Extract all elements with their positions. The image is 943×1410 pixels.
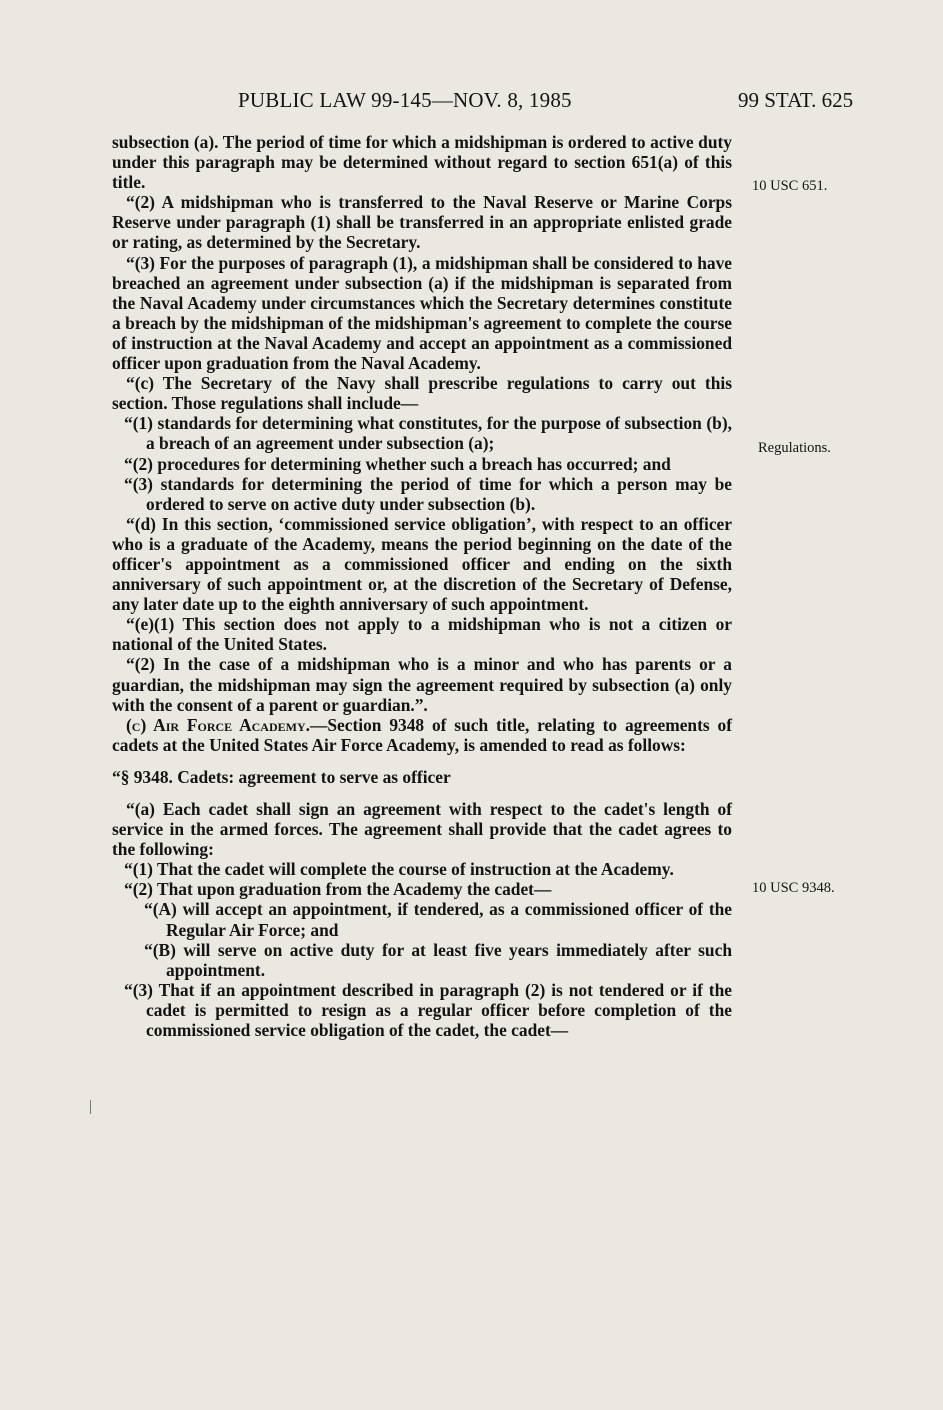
list-item: “(2) procedures for determining whether such a breach has occurred; and — [124, 453, 671, 474]
paragraph: “(3) For the purposes of paragraph (1), a midshipman shall be considered to have breached an agreement under subsection (a) if the midshipman is separated from the Naval Academy under circumstances which the Secretary determines constitute a breach by the midshipman of the midshipman's agreement to complete the course of instruction at the Naval Academy and accept an appointment as a commissioned officer upon graduation from the Naval Academy. — [112, 252, 732, 374]
margin-note-regulations: Regulations. — [758, 440, 831, 456]
body-text — [112, 132, 732, 1040]
statute-page-reference: 99 STAT. 625 — [738, 88, 854, 112]
paragraph: subsection (a). The period of time for which a midshipman is ordered to active duty under this paragraph may be determined without regard to section 651(a) of this title. — [112, 132, 732, 193]
sub-list-item: “(A) will accept an appointment, if tendered, as a commissioned officer of the Regular Air Force; and — [144, 899, 732, 940]
subsection-text: —Section 9348 of such title, relating to agreements of cadets at the United States Air Force Academy, is amended to read as follows: — [112, 714, 732, 755]
list-item: “(1) That the cadet will complete the course of instruction at the Academy. — [124, 859, 674, 880]
section-heading: “§ 9348. Cadets: agreement to serve as officer — [112, 766, 451, 787]
paragraph: “(a) Each cadet shall sign an agreement with respect to the cadet's length of service in the armed forces. The agreement shall provide that the cadet agrees to the following: — [112, 799, 732, 860]
list-item: “(3) That if an appointment described in paragraph (2) is not tendered or if the cadet is permitted to resign as a regular officer before completion of the commissioned service obligation of the cadet, the cadet— — [124, 979, 732, 1041]
paragraph: “(d) In this section, ‘commissioned service obligation’, with respect to an officer who is a graduate of the Academy, means the period beginning on the date of the officer's appointment as a commissioned officer and ending on the sixth anniversary of such appointment or, at the discretion of the Secretary of Defense, any later date up to the eighth anniversary of such appointment. — [112, 513, 732, 615]
scan-artifact — [90, 1100, 91, 1114]
paragraph: “(e)(1) This section does not apply to a midshipman who is not a citizen or national of the United States. — [112, 614, 732, 655]
subsection-caption: (c) Air Force Academy. — [126, 714, 310, 735]
margin-note-usc-651: 10 USC 651. — [752, 178, 828, 194]
running-head: PUBLIC LAW 99-145—NOV. 8, 1985 — [238, 88, 572, 112]
paragraph — [112, 715, 732, 755]
sub-list-item: “(B) will serve on active duty for at least five years immediately after such appointment. — [144, 939, 732, 980]
list-item: “(3) standards for determining the period of time for which a person may be ordered to serve on active duty under subsection (b). — [124, 473, 732, 514]
paragraph: “(2) In the case of a midshipman who is a minor and who has parents or a guardian, the midshipman may sign the agreement required by subsection (a) only with the consent of a parent or guardian.”. — [112, 654, 732, 715]
paragraph: “(c) The Secretary of the Navy shall prescribe regulations to carry out this section. Those regulations shall include— — [112, 373, 732, 414]
paragraph: “(2) A midshipman who is transferred to the Naval Reserve or Marine Corps Reserve under paragraph (1) shall be transferred in an appropriate enlisted grade or rating, as determined by the Secretary. — [112, 192, 732, 253]
margin-note-usc-9348: 10 USC 9348. — [752, 880, 835, 896]
list-item: “(1) standards for determining what constitutes, for the purpose of subsection (b), a breach of an agreement under subsection (a); — [124, 413, 732, 454]
list-item: “(2) That upon graduation from the Academy the cadet— — [124, 879, 552, 900]
